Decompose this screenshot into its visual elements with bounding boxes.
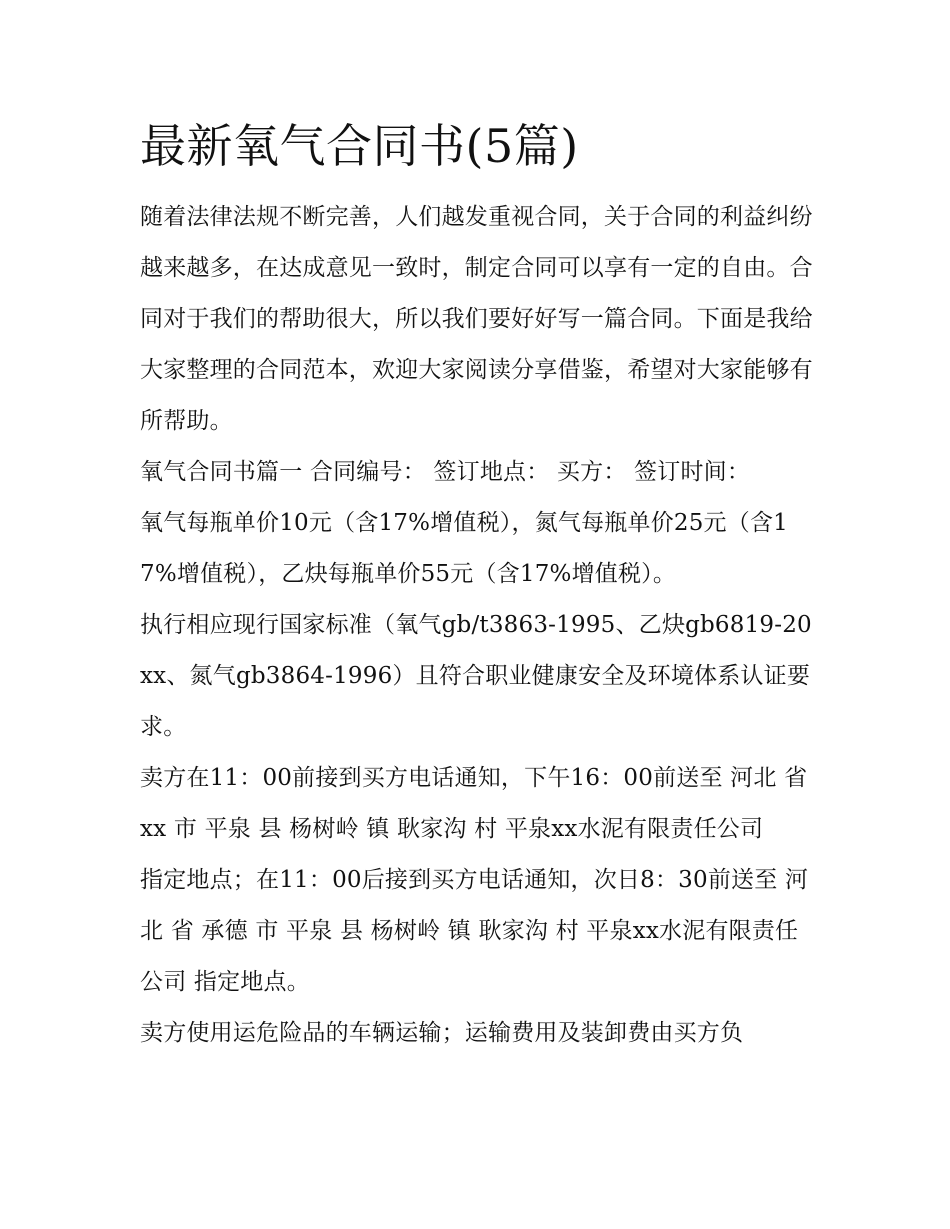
document-title: 最新氧气合同书(5篇) (140, 119, 579, 173)
paragraph-delivery-next-day: 指定地点；在11：00后接到买方电话通知，次日8：30前送至 河北 省 承德 市 平泉 县 杨树岭 镇 耿家沟 村 平泉xx水泥有限责任公司 指定地点。 (140, 867, 809, 995)
document-content (140, 115, 820, 1059)
paragraph-prices: 氧气每瓶单价10元（含17%增值税），氮气每瓶单价25元（含17%增值税），乙炔每瓶单价55元（含17%增值税）。 (140, 510, 788, 587)
paragraph-intro: 随着法律法规不断完善，人们越发重视合同，关于合同的利益纠纷越来越多，在达成意见一致时，制定合同可以享有一定的自由。合同对于我们的帮助很大，所以我们要好好写一篇合同。下面是我给大家整理的合同范本，欢迎大家阅读分享借鉴，希望对大家能够有所帮助。 (140, 204, 813, 434)
paragraph-standards: 执行相应现行国家标准（氧气gb/t3863-1995、乙炔gb6819-20xx、氮气gb3864-1996）且符合职业健康安全及环境体系认证要求。 (140, 612, 812, 740)
paragraph-transport: 卖方使用运危险品的车辆运输；运输费用及装卸费由买方负 (140, 1020, 744, 1046)
paragraph-delivery-same-day: 卖方在11：00前接到买方电话通知，下午16：00前送至 河北 省 xx 市 平泉 县 杨树岭 镇 耿家沟 村 平泉xx水泥有限责任公司 (140, 765, 808, 842)
paragraph-contract-header: 氧气合同书篇一 合同编号： 签订地点： 买方： 签订时间： (140, 459, 751, 485)
